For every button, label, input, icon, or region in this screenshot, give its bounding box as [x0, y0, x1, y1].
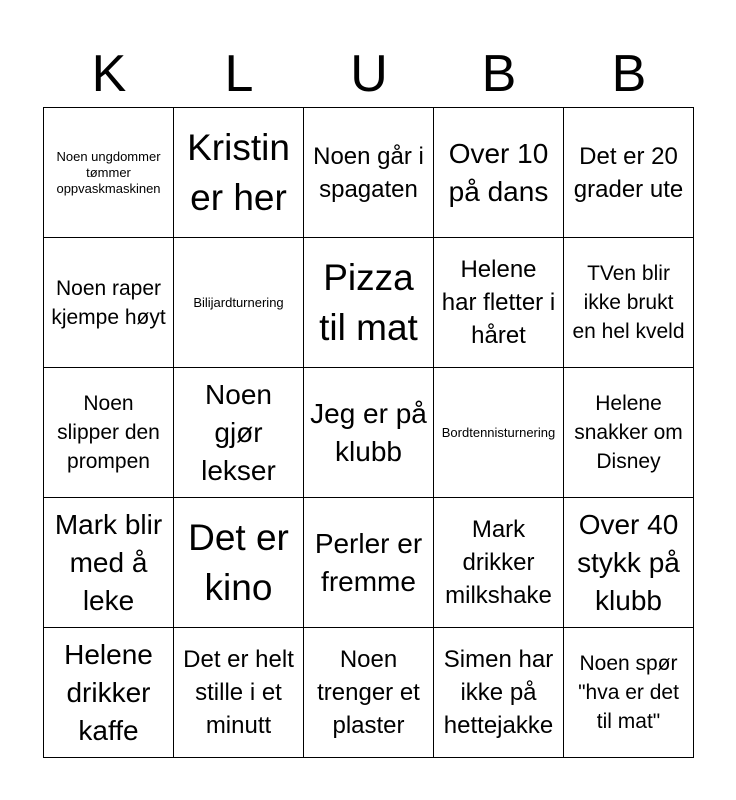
cell-text: Bilijardturnering	[193, 294, 284, 310]
cell-text: Mark drikker milkshake	[445, 516, 552, 609]
cell-text: Noen går i spagaten	[313, 142, 424, 203]
cell-text: TVen blir ikke brukt en hel kveld	[572, 262, 685, 343]
cell-text: Noen slipper den prompen	[57, 392, 160, 473]
cell-text: Simen har ikke på hettejakke	[443, 646, 554, 739]
cell-text: Det er kino	[188, 516, 289, 608]
bingo-cell[interactable]	[564, 238, 694, 368]
cell-text: Helene drikker kaffe	[64, 638, 153, 746]
header-letter: K	[91, 45, 127, 103]
bingo-cell[interactable]	[304, 238, 434, 368]
bingo-cell[interactable]	[564, 628, 694, 758]
cell-text: Perler er fremme	[314, 527, 423, 597]
bingo-cell[interactable]	[174, 238, 304, 368]
bingo-cell[interactable]	[174, 108, 304, 238]
bingo-cell[interactable]	[434, 238, 564, 368]
header-letter: B	[481, 45, 517, 103]
bingo-cell[interactable]	[304, 498, 434, 628]
bingo-cell[interactable]	[564, 498, 694, 628]
cell-text: Noen ungdommer tømmer oppvaskmaskinen	[56, 148, 161, 196]
cell-text: Noen gjør lekser	[201, 378, 276, 486]
cell-text: Noen spør "hva er det til mat"	[578, 652, 679, 733]
bingo-cell[interactable]	[434, 498, 564, 628]
cell-text: Kristin er her	[187, 126, 290, 218]
cell-text: Noen raper kjempe høyt	[51, 276, 166, 329]
header-letter: U	[350, 45, 388, 103]
bingo-cell[interactable]	[434, 108, 564, 238]
bingo-cell[interactable]	[434, 628, 564, 758]
bingo-cell[interactable]	[174, 368, 304, 498]
bingo-cell[interactable]	[564, 108, 694, 238]
bingo-cell[interactable]	[44, 238, 174, 368]
bingo-cell[interactable]	[174, 628, 304, 758]
cell-text: Helene har fletter i håret	[441, 256, 556, 349]
cell-text: Pizza til mat	[319, 256, 418, 348]
cell-text: Det er 20 grader ute	[573, 142, 684, 203]
bingo-cell[interactable]	[434, 368, 564, 498]
cell-text: Over 40 stykk på klubb	[577, 508, 680, 616]
bingo-cell[interactable]	[44, 498, 174, 628]
bingo-cell[interactable]	[564, 368, 694, 498]
header-letter: L	[224, 45, 254, 103]
cell-text: Det er helt stille i et minutt	[183, 646, 294, 739]
cell-text: Noen trenger et plaster	[317, 646, 420, 739]
cell-text: Mark blir med å leke	[54, 508, 163, 616]
bingo-cell[interactable]	[304, 628, 434, 758]
bingo-header	[44, 40, 694, 108]
bingo-cell[interactable]	[304, 368, 434, 498]
bingo-cell[interactable]	[44, 368, 174, 498]
bingo-cell[interactable]	[174, 498, 304, 628]
bingo-cell[interactable]	[44, 108, 174, 238]
bingo-cell[interactable]	[304, 108, 434, 238]
cell-text: Bordtennisturnering	[441, 424, 556, 440]
header-letter: B	[611, 45, 647, 103]
cell-text: Over 10 på dans	[448, 137, 549, 207]
bingo-cell[interactable]	[44, 628, 174, 758]
cell-text: Helene snakker om Disney	[574, 392, 683, 473]
cell-text: Jeg er på klubb	[310, 397, 427, 467]
bingo-board	[43, 107, 694, 758]
